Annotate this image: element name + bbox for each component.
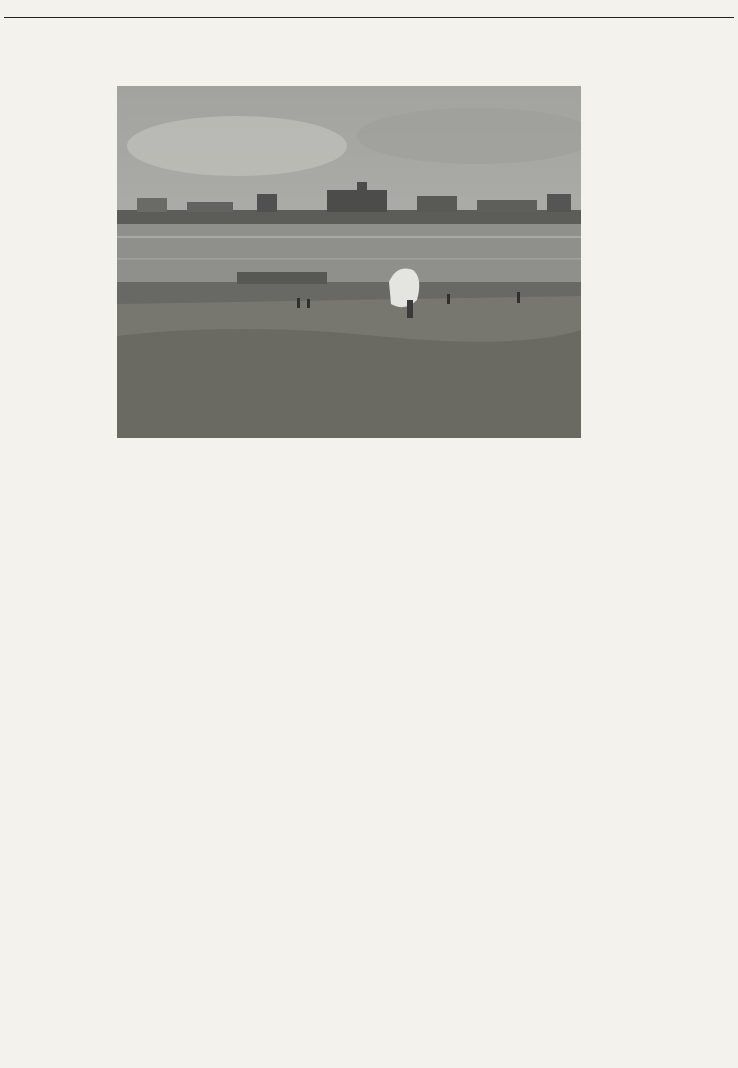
top-low-col2: [233, 459, 343, 495]
top-low-col1: [117, 459, 226, 495]
station-illustration: [117, 86, 581, 438]
top-photo-caption: [118, 440, 578, 452]
top-low-col3: [351, 459, 461, 495]
top-photo-credit: [380, 452, 578, 458]
spacer-4: [586, 22, 587, 23]
top-story-col1: [4, 22, 113, 410]
top-headline: [117, 40, 581, 76]
spacer-5: [470, 22, 580, 23]
top-kicker: [118, 22, 580, 40]
top-low-col4: [469, 459, 579, 495]
station-illustration-photo: [117, 86, 581, 438]
masthead: [4, 4, 734, 18]
